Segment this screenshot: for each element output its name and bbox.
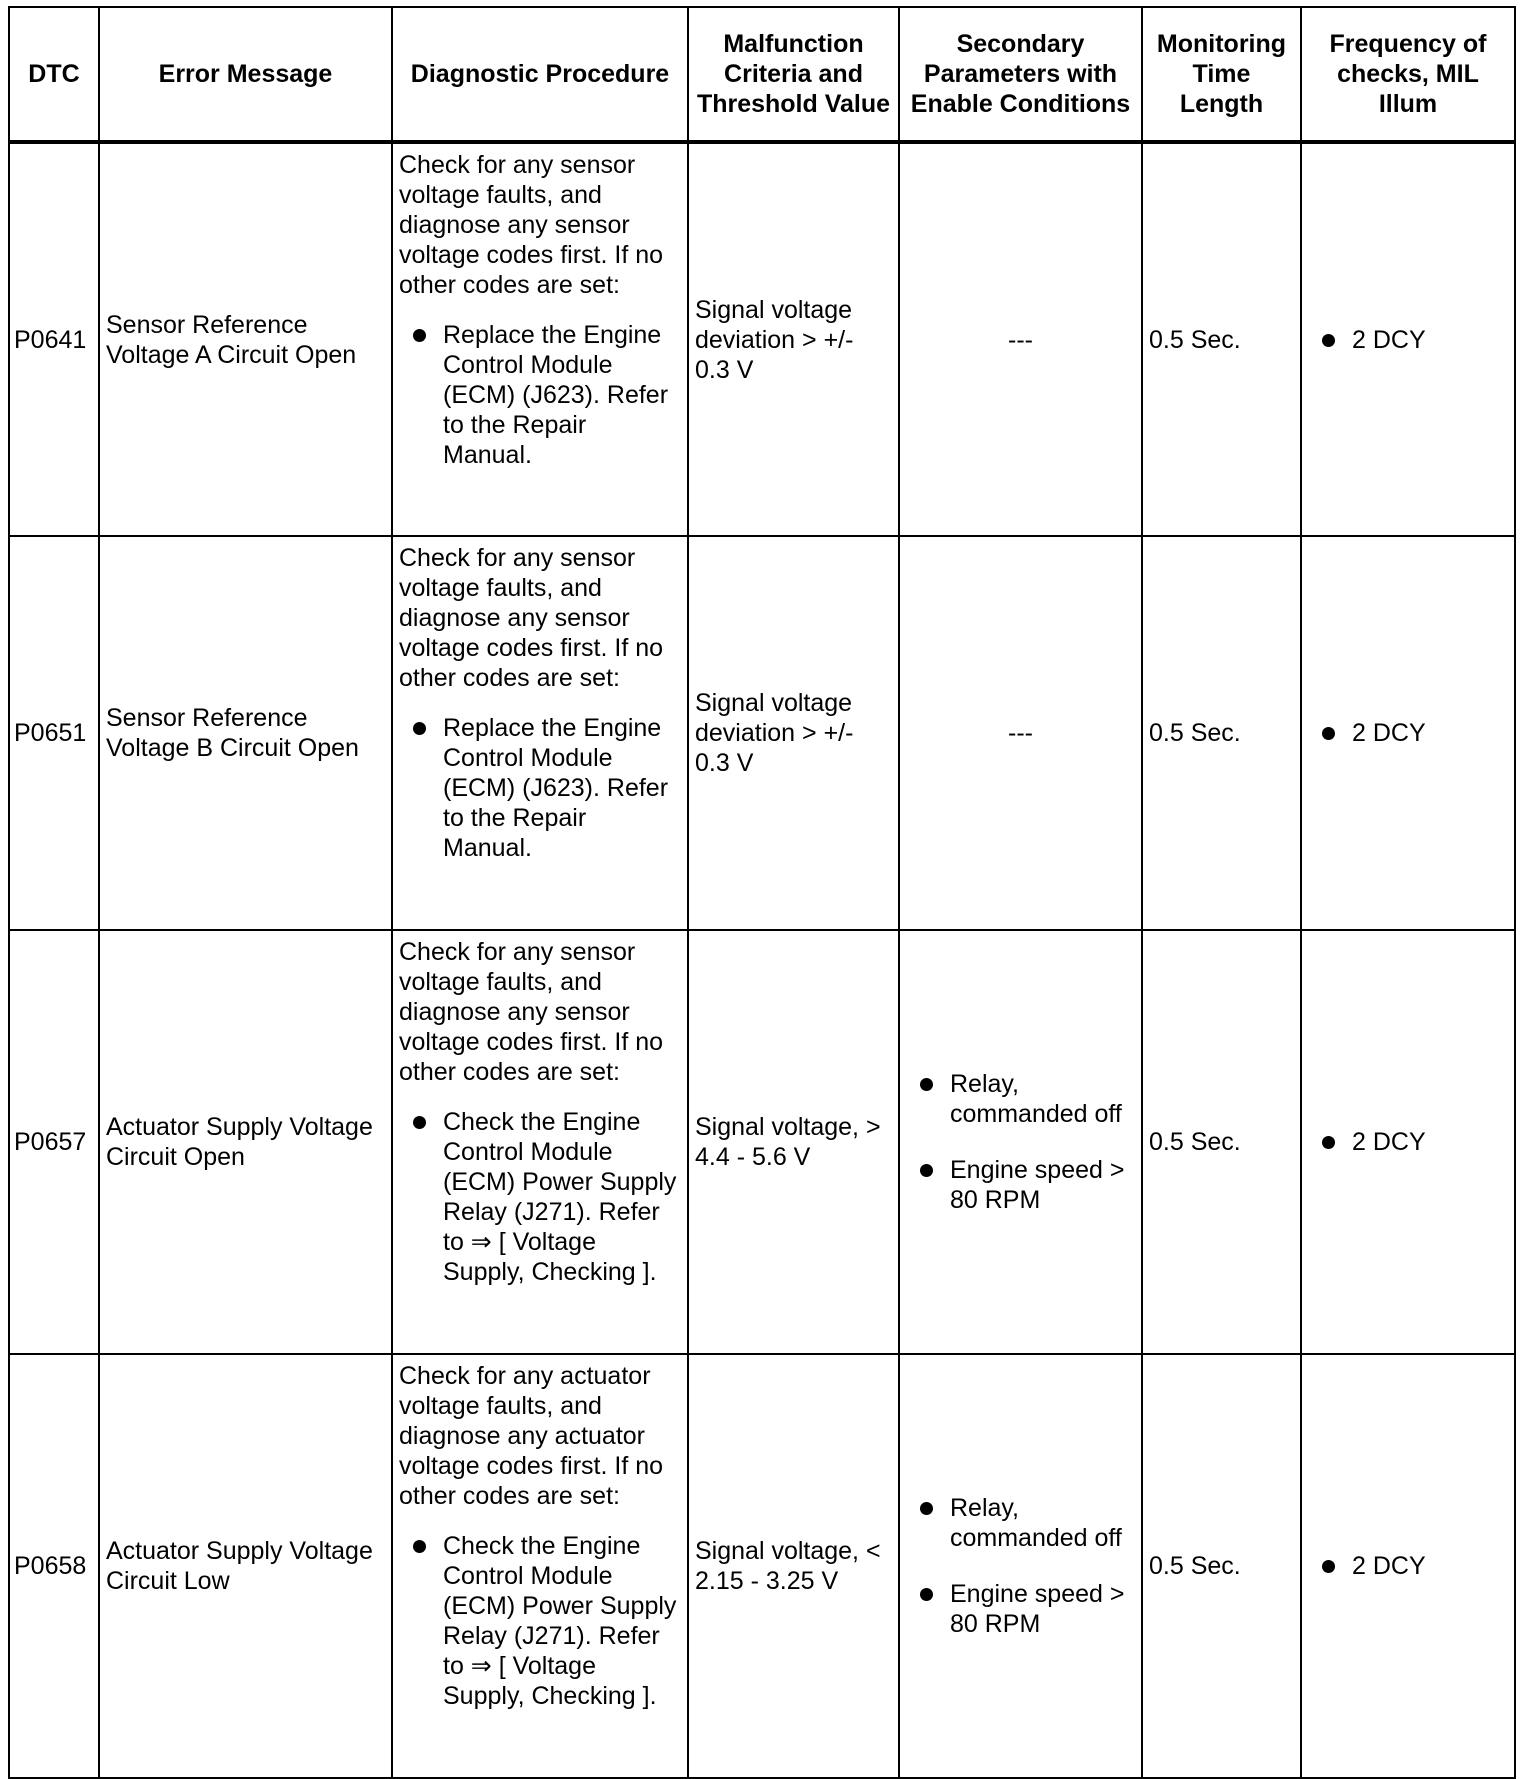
header-frequency: Frequency of checks, MIL Illum: [1301, 7, 1515, 142]
diagnostic-procedure: [392, 142, 688, 536]
secondary-condition: Relay, commanded off: [906, 1069, 1135, 1129]
frequency-item: 2 DCY: [1308, 325, 1508, 355]
monitoring-time: 0.5 Sec.: [1142, 536, 1301, 930]
frequency-cell: [1301, 930, 1515, 1354]
error-message: Actuator Supply Voltage Circuit Open: [99, 930, 392, 1354]
frequency-list: [1308, 1551, 1508, 1581]
table-row: [9, 536, 1515, 930]
header-diagnostic-procedure: Diagnostic Procedure: [392, 7, 688, 142]
table-row: [9, 1354, 1515, 1778]
header-row: [9, 7, 1515, 142]
monitoring-time: 0.5 Sec.: [1142, 1354, 1301, 1778]
table-row: [9, 930, 1515, 1354]
diagnostic-procedure: [392, 1354, 688, 1778]
header-secondary-parameters: Secondary Parameters with Enable Conditions: [899, 7, 1142, 142]
diagnostic-procedure: [392, 930, 688, 1354]
procedure-step: Check the Engine Control Module (ECM) Power Supply Relay (J271). Refer to ⇒ [ Voltage Supply, Checking ].: [399, 1531, 681, 1711]
procedure-intro: Check for any actuator voltage faults, and diagnose any actuator voltage codes first. If no other codes are set:: [399, 1362, 664, 1510]
frequency-item: 2 DCY: [1308, 718, 1508, 748]
error-message: Sensor Reference Voltage B Circuit Open: [99, 536, 392, 930]
procedure-steps: [399, 1107, 681, 1287]
frequency-list: [1308, 718, 1508, 748]
frequency-item: 2 DCY: [1308, 1551, 1508, 1581]
secondary-parameters: ---: [899, 536, 1142, 930]
secondary-parameters: [899, 930, 1142, 1354]
procedure-intro: Check for any sensor voltage faults, and diagnose any sensor voltage codes first. If no other codes are set:: [399, 544, 664, 692]
secondary-condition: Engine speed > 80 RPM: [906, 1155, 1135, 1215]
dtc-code: P0657: [9, 930, 99, 1354]
dtc-code: P0651: [9, 536, 99, 930]
frequency-cell: [1301, 142, 1515, 536]
secondary-condition: Relay, commanded off: [906, 1493, 1135, 1553]
header-monitoring-time: Monitoring Time Length: [1142, 7, 1301, 142]
malfunction-criteria: Signal voltage, < 2.15 - 3.25 V: [688, 1354, 899, 1778]
procedure-steps: [399, 320, 681, 470]
frequency-cell: [1301, 1354, 1515, 1778]
diagnostic-procedure: [392, 536, 688, 930]
procedure-steps: [399, 713, 681, 863]
table-row: [9, 142, 1515, 536]
procedure-step: Replace the Engine Control Module (ECM) (J623). Refer to the Repair Manual.: [399, 320, 681, 470]
malfunction-criteria: Signal voltage deviation > +/- 0.3 V: [688, 536, 899, 930]
procedure-intro: Check for any sensor voltage faults, and diagnose any sensor voltage codes first. If no other codes are set:: [399, 938, 664, 1086]
secondary-parameters: ---: [899, 142, 1142, 536]
dtc-code: P0658: [9, 1354, 99, 1778]
header-malfunction-criteria: Malfunction Criteria and Threshold Value: [688, 7, 899, 142]
secondary-conditions-list: [906, 1493, 1135, 1639]
header-error-message: Error Message: [99, 7, 392, 142]
header-dtc: DTC: [9, 7, 99, 142]
monitoring-time: 0.5 Sec.: [1142, 142, 1301, 536]
frequency-cell: [1301, 536, 1515, 930]
malfunction-criteria: Signal voltage, > 4.4 - 5.6 V: [688, 930, 899, 1354]
frequency-list: [1308, 325, 1508, 355]
procedure-step: Replace the Engine Control Module (ECM) (J623). Refer to the Repair Manual.: [399, 713, 681, 863]
dtc-code: P0641: [9, 142, 99, 536]
dtc-table: [8, 6, 1516, 1779]
secondary-parameters: [899, 1354, 1142, 1778]
monitoring-time: 0.5 Sec.: [1142, 930, 1301, 1354]
secondary-condition: Engine speed > 80 RPM: [906, 1579, 1135, 1639]
malfunction-criteria: Signal voltage deviation > +/- 0.3 V: [688, 142, 899, 536]
secondary-conditions-list: [906, 1069, 1135, 1215]
procedure-intro: Check for any sensor voltage faults, and diagnose any sensor voltage codes first. If no other codes are set:: [399, 151, 664, 299]
procedure-step: Check the Engine Control Module (ECM) Power Supply Relay (J271). Refer to ⇒ [ Voltage Supply, Checking ].: [399, 1107, 681, 1287]
error-message: Sensor Reference Voltage A Circuit Open: [99, 142, 392, 536]
error-message: Actuator Supply Voltage Circuit Low: [99, 1354, 392, 1778]
procedure-steps: [399, 1531, 681, 1711]
frequency-list: [1308, 1127, 1508, 1157]
frequency-item: 2 DCY: [1308, 1127, 1508, 1157]
